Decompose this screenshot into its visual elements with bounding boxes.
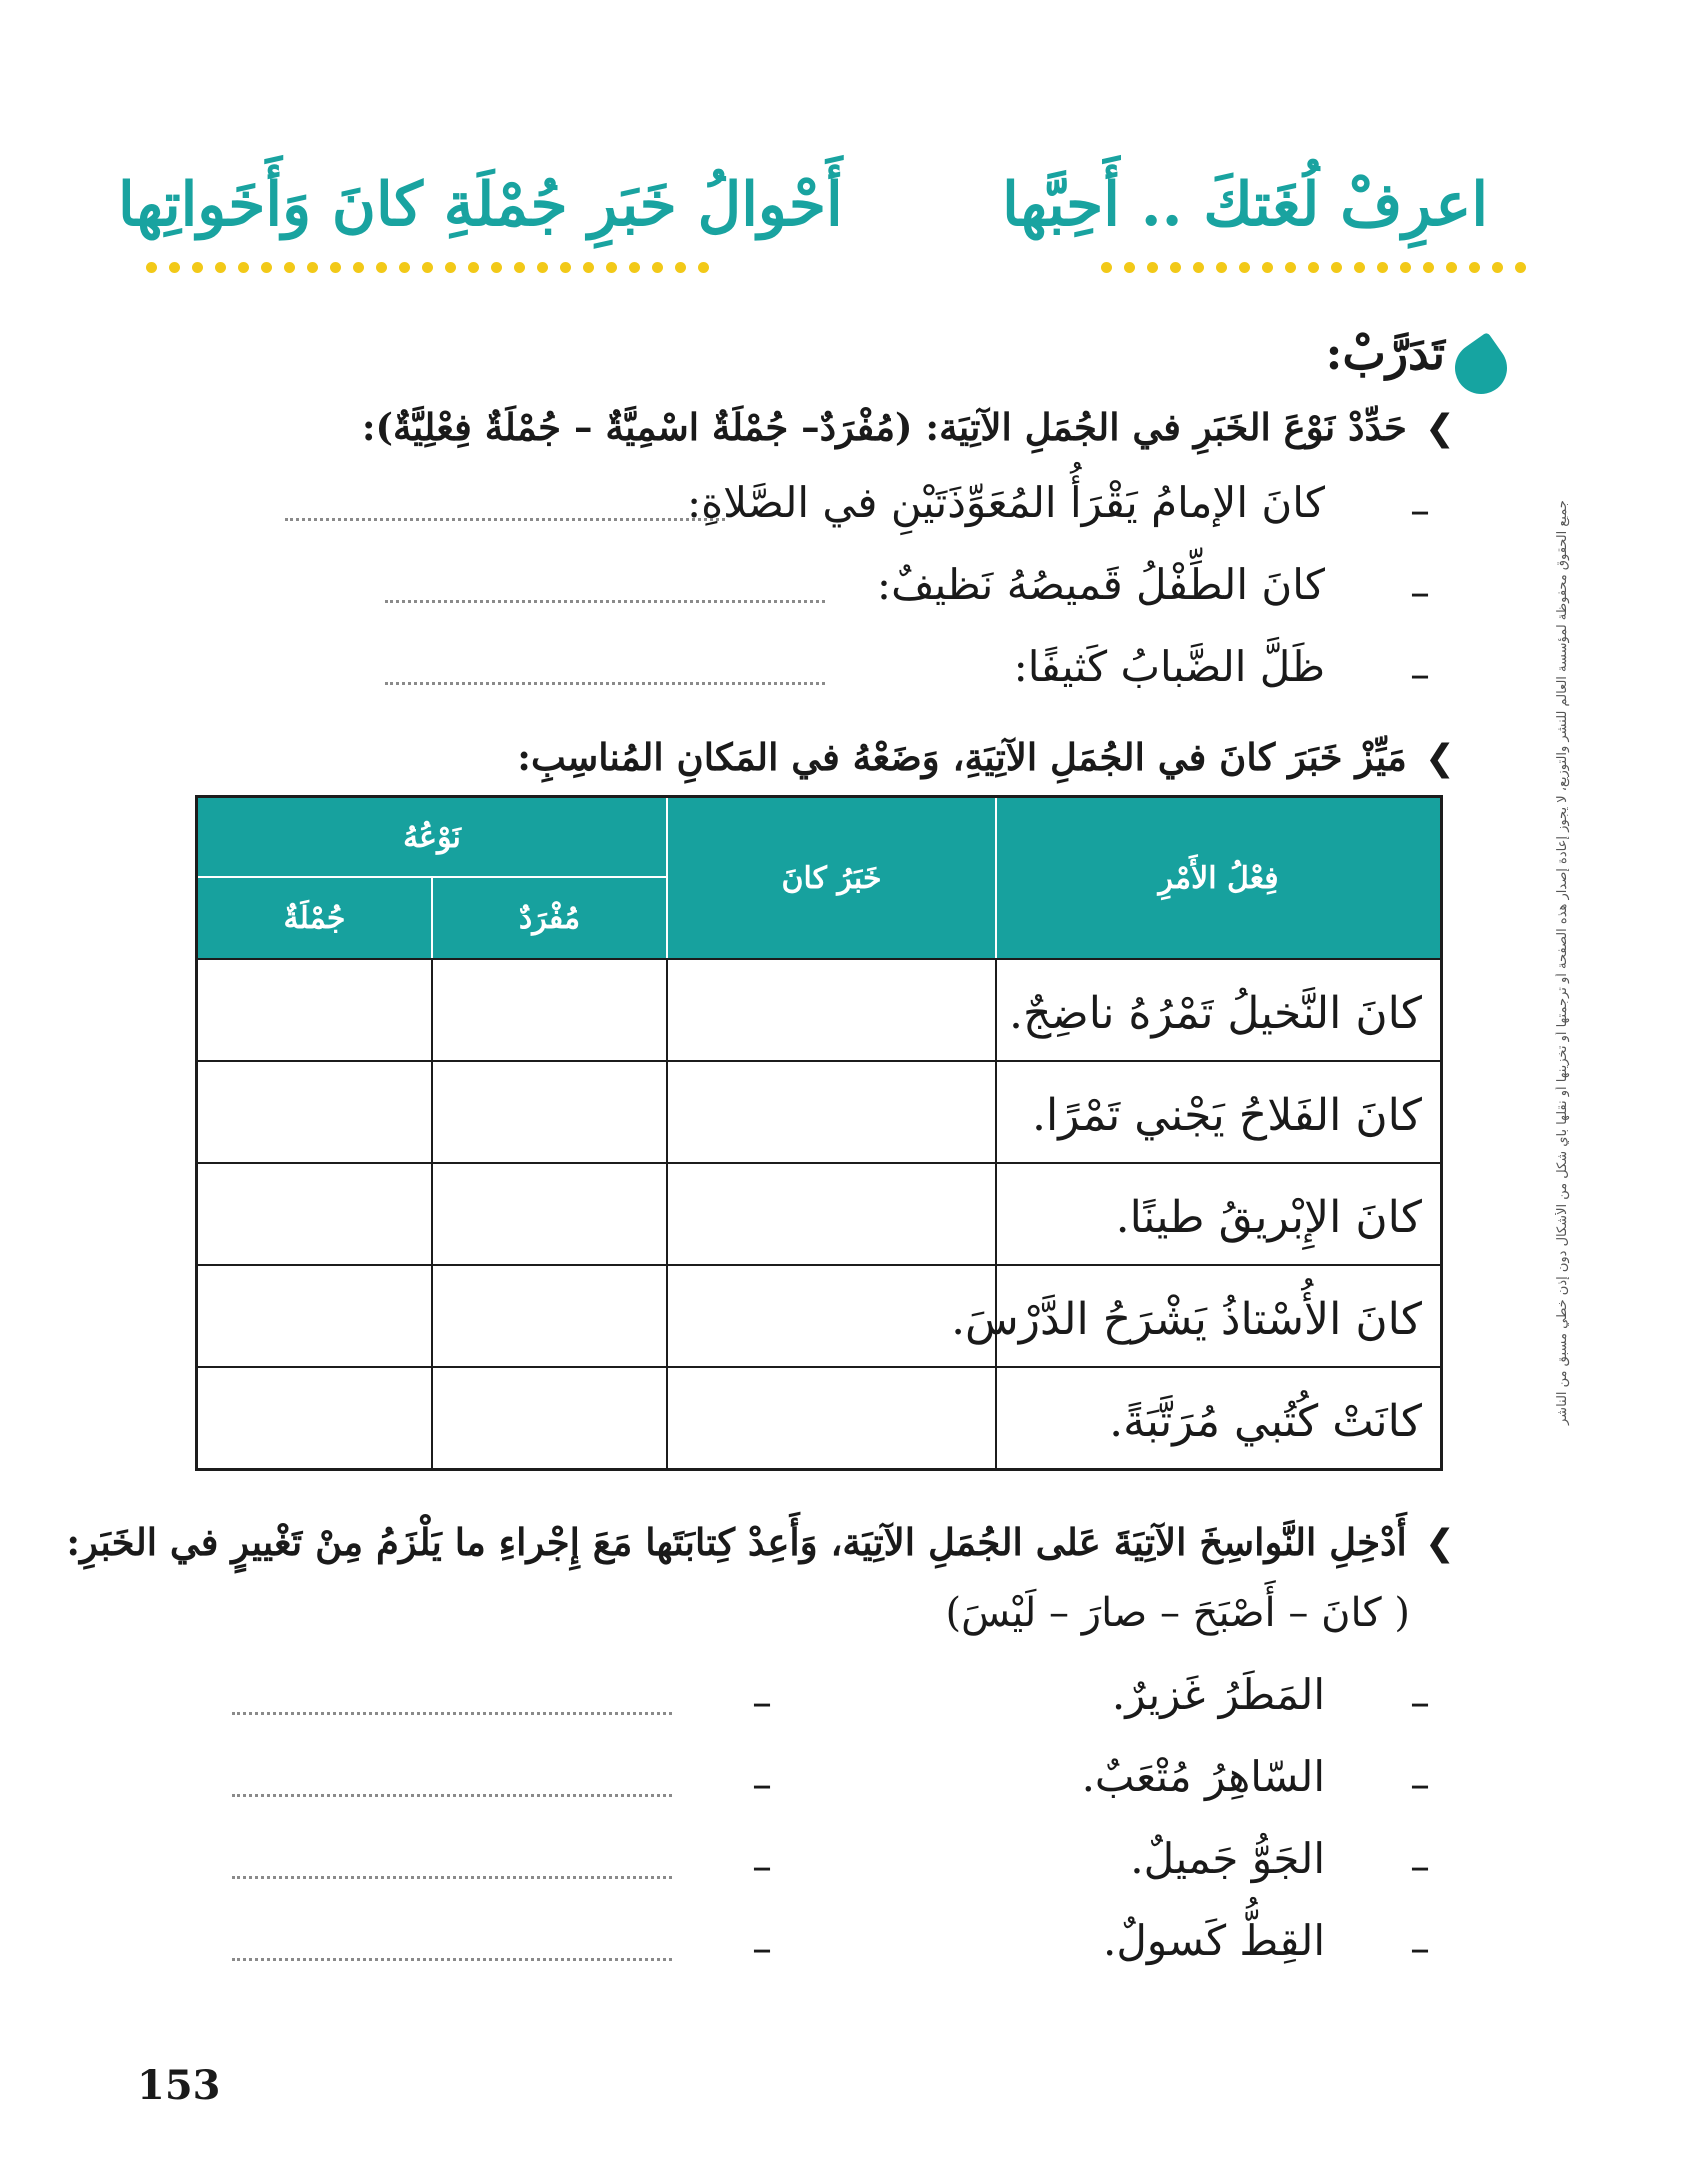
header-sentence: جُمْلَةٌ <box>198 878 431 958</box>
list-dash: – <box>1410 1926 1430 1972</box>
section1-item: ظَلَّ الضَّبابُ كَثيفًا: <box>1013 642 1325 691</box>
header-divider <box>995 798 997 958</box>
row-divider <box>198 1162 1440 1164</box>
section3-item: القِطُّ كَسولٌ. <box>1103 1916 1325 1965</box>
row-divider <box>198 958 1440 960</box>
series-title: اعرِفْ لُغَتكَ .. أَحِبَّها <box>1002 170 1488 240</box>
header-predicate: خَبَرُ كانَ <box>668 798 995 958</box>
page-number: 153 <box>137 2062 221 2109</box>
list-dash: – <box>1410 570 1430 616</box>
practice-label: تَدَرَّبْ: <box>1325 326 1445 380</box>
section1-item: كانَ الإمامُ يَقْرَأُ المُعَوِّذَتَيْنِ في الصَّلاةِ: <box>686 478 1325 527</box>
section1-item: كانَ الطِّفْلُ قَميصُهُ نَظيفٌ: <box>876 560 1325 609</box>
row-divider <box>198 1264 1440 1266</box>
list-dash: – <box>1410 1762 1430 1808</box>
answer-line[interactable] <box>385 682 825 685</box>
column-divider <box>666 958 668 1468</box>
list-dash: – <box>1410 488 1430 534</box>
list-dash: – <box>752 1680 772 1726</box>
chevron-icon: ❯ <box>1424 738 1455 779</box>
copyright-note: جميع الحقوق محفوظة لمؤسسة العالم للنشر والتوزيع، لا يجوز إعادة إصدار هذه الصفحة أو ترجمتها أو تخزينها أو نقلها بأي شكل من الأشكال دون إذن خطي مسبق من الناشر <box>1555 500 1570 1425</box>
section3-item: السّاهِرُ مُتْعَبٌ. <box>1081 1752 1325 1801</box>
answer-line[interactable] <box>232 1958 672 1961</box>
list-dash: – <box>1410 1844 1430 1890</box>
section1-instruction-text: حَدِّدْ نَوْعَ الخَبَرِ في الجُمَلِ الآتِيَة: (مُفْرَدٌ– جُمْلَةٌ اسْمِيَّةٌ – جُمْلَةٌ فِعْلِيَّةٌ): <box>361 405 1407 449</box>
section3-options: ( كانَ – أَصْبَحَ – صارَ – لَيْسَ) <box>945 1590 1410 1636</box>
answer-line[interactable] <box>232 1876 672 1879</box>
section3-instruction <box>66 1520 1455 1564</box>
section3-instruction-text: أَدْخِلِ النَّواسِخَ الآتِيَةَ عَلى الجُمَلِ الآتِيَة، وَأَعِدْ كِتابَتَها مَعَ إِجْراءِ ما يَلْزَمُ مِنْ تَغْييرٍ في الخَبَرِ: <box>66 1520 1407 1564</box>
list-dash: – <box>752 1844 772 1890</box>
list-dash: – <box>1410 1680 1430 1726</box>
header-type: نَوْعُهُ <box>198 798 666 876</box>
header-divider <box>198 876 666 878</box>
table-row-sentence: كانَ الأُسْتاذُ يَشْرَحُ الدَّرْسَ. <box>951 1294 1422 1345</box>
table-row-sentence: كانَتْ كُتُبي مُرَتَّبَةً. <box>1109 1396 1422 1447</box>
answer-line[interactable] <box>285 518 725 521</box>
section2-instruction <box>517 735 1455 779</box>
row-divider <box>198 1366 1440 1368</box>
table-row-sentence: كانَ النَّخيلُ تَمْرُهُ ناضِجٌ. <box>1009 988 1422 1039</box>
section2-instruction-text: مَيِّزْ خَبَرَ كانَ في الجُمَلِ الآتِيَةِ، وَضَعْهُ في المَكانِ المُناسِبِ: <box>517 735 1407 779</box>
answer-line[interactable] <box>232 1794 672 1797</box>
list-dash: – <box>752 1762 772 1808</box>
header-verb: فِعْلُ الأَمْرِ <box>997 798 1440 958</box>
answer-line[interactable] <box>385 600 825 603</box>
section3-item: الجَوُّ جَميلٌ. <box>1130 1834 1325 1883</box>
column-divider <box>431 958 433 1468</box>
classification-table <box>195 795 1443 1471</box>
header-divider <box>666 798 668 958</box>
list-dash: – <box>1410 652 1430 698</box>
column-divider <box>995 958 997 1468</box>
header-single: مُفْرَدٌ <box>433 878 666 958</box>
right-dotted-divider <box>1095 262 1532 276</box>
row-divider <box>198 1060 1440 1062</box>
chevron-icon: ❯ <box>1424 1523 1455 1564</box>
chevron-icon: ❯ <box>1424 408 1455 449</box>
list-dash: – <box>752 1926 772 1972</box>
table-row-sentence: كانَ الفَلاحُ يَجْني تَمْرًا. <box>1032 1090 1422 1141</box>
lesson-title: أَحْوالُ خَبَرِ جُمْلَةِ كانَ وَأَخَواتِها <box>118 170 843 240</box>
section3-item: المَطَرُ غَزيرٌ. <box>1111 1670 1325 1719</box>
practice-leaf-icon <box>1445 332 1517 404</box>
section1-instruction <box>362 405 1455 449</box>
header-divider <box>431 878 433 958</box>
table-row-sentence: كانَ الإِبْريقُ طينًا. <box>1115 1192 1422 1243</box>
answer-line[interactable] <box>232 1712 672 1715</box>
left-dotted-divider <box>140 262 715 276</box>
